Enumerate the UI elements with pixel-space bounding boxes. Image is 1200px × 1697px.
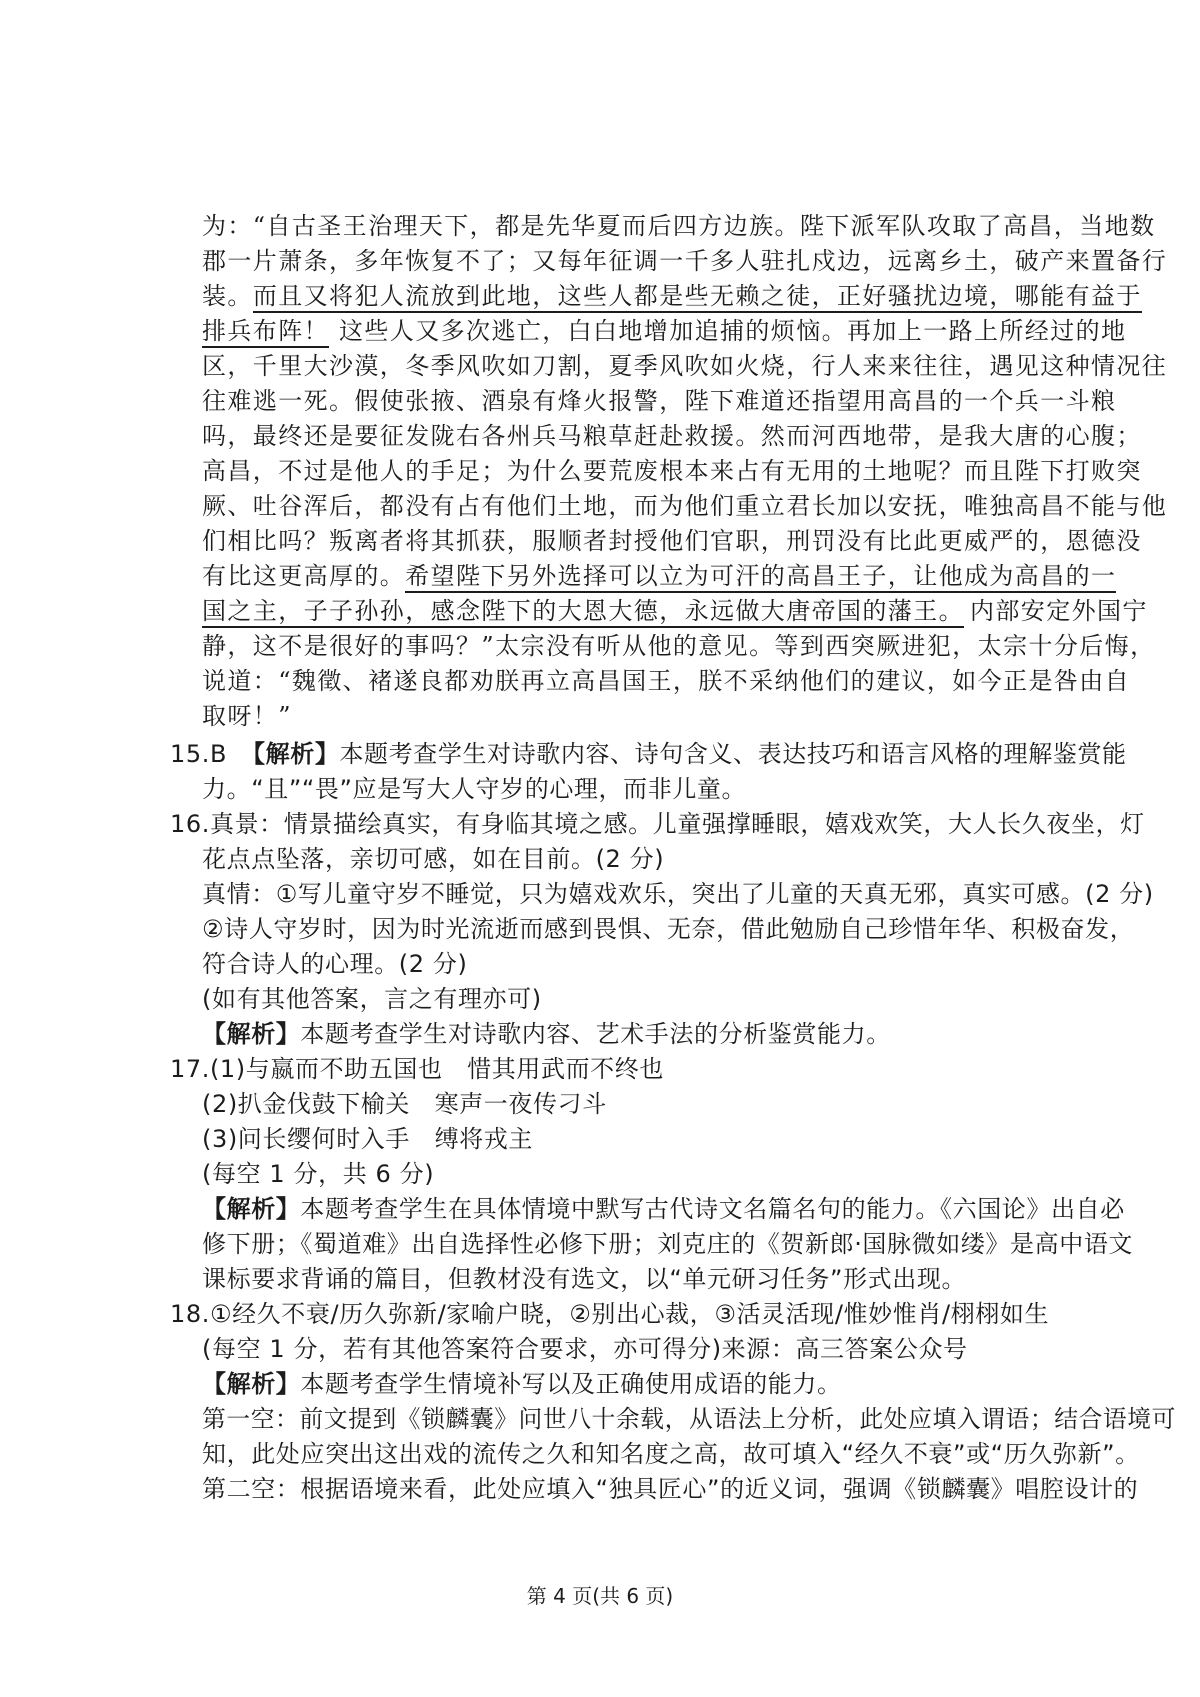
translation-segment: 有比这更高厚的。 [202, 562, 406, 590]
answer-17-line: 课标要求背诵的篇目，但教材没有选文，以“单元研习任务”形式出现。 [202, 1265, 967, 1293]
analysis-text: 本题考查学生对诗歌内容、诗句含义、表达技巧和语言风格的理解鉴赏能 [339, 740, 1127, 768]
translation-segment: 内部安定外国宁 [970, 597, 1148, 625]
translation-segment: 这些人又多次逃亡，白白地增加追捕的烦恼。再加上一路上所经过的地 [339, 317, 1127, 345]
answer-16-line [202, 1018, 891, 1050]
answer-16-line: 真情：①写儿童守岁不睡觉，只为嬉戏欢乐，突出了儿童的天真无邪，真实可感。(2 分) [202, 880, 1154, 908]
answer-16-line: (如有其他答案，言之有理亦可) [202, 985, 542, 1013]
answer-17-line [202, 1193, 1125, 1225]
translation-line: 高昌，不过是他人的手足；为什么要荒废根本来占有无用的土地呢？而且陛下打败突 [202, 457, 1142, 485]
translation-line: 往难逃一死。假使张掖、酒泉有烽火报警，陛下难道还指望用高昌的一个兵一斗粮 [202, 387, 1117, 415]
translation-line: 取呀！” [202, 702, 292, 730]
answer-18-line: 第一空：前文提到《锁麟囊》问世八十余载，从语法上分析，此处应填入谓语；结合语境可 [202, 1405, 1176, 1433]
page-number: 第 4 页(共 6 页) [526, 1584, 674, 1608]
answer-17-line: (2)扒金伐鼓下榆关 寒声一夜传刁斗 [202, 1090, 607, 1118]
underlined-sentence: 国之主，子子孙孙，感念陛下的大恩大德，永远做大唐帝国的藩王。 [202, 597, 964, 628]
analysis-tag: 【解析】 [202, 1020, 301, 1048]
analysis-tag: 【解析】 [202, 1195, 301, 1223]
answer-17-line: (每空 1 分，共 6 分) [202, 1160, 435, 1188]
underlined-sentence: 而且又将犯人流放到此地，这些人都是些无赖之徒，正好骚扰边境，哪能有益于 [253, 282, 1142, 313]
answer-18-line: 第二空：根据语境来看，此处应填入“独具匠心”的近义词，强调《锁麟囊》唱腔设计的 [202, 1475, 1139, 1503]
analysis-tag: 【解析】 [241, 740, 340, 768]
analysis-text: 本题考查学生在具体情境中默写古代诗文名篇名句的能力。《六国论》出自必 [300, 1195, 1125, 1223]
underlined-sentence: 排兵布阵！ [202, 317, 329, 348]
answer-18-line [202, 1368, 842, 1400]
translation-line: 区，千里大沙漠，冬季风吹如刀割，夏季风吹如火烧，行人来来往往，遇见这种情况往 [202, 352, 1168, 380]
answer-17-line: 修下册；《蜀道难》出自选择性必修下册；刘克庄的《贺新郎·国脉微如缕》是高中语文 [202, 1230, 1134, 1258]
translation-line [202, 560, 1116, 592]
translation-line: 说道：“魏徵、褚遂良都劝朕再立高昌国王，朕不采纳他们的建议，如今正是咎由自 [202, 667, 1131, 695]
answer-18-line [170, 1298, 1049, 1330]
answer-15-line: 力。“且”“畏”应是写大人守岁的心理，而非儿童。 [202, 775, 747, 803]
answer-15-line [170, 738, 1127, 770]
answer-17-line: (3)问长缨何时入手 缚将戎主 [202, 1125, 533, 1153]
analysis-text: 本题考查学生情境补写以及正确使用成语的能力。 [300, 1370, 842, 1398]
question-number: 15. [170, 740, 210, 768]
question-number: 16. [170, 810, 210, 838]
answer-17-line [170, 1053, 664, 1085]
translation-line: 为：“自古圣王治理天下，都是先华夏而后四方边族。陛下派军队攻取了高昌，当地数 [202, 212, 1156, 240]
analysis-text: 本题考查学生对诗歌内容、艺术手法的分析鉴赏能力。 [300, 1020, 891, 1048]
question-number: 17. [170, 1055, 210, 1083]
underlined-sentence: 希望陛下另外选择可以立为可汗的高昌王子，让他成为高昌的一 [405, 562, 1116, 593]
answer-16-line: 符合诗人的心理。(2 分) [202, 950, 468, 978]
answer-16-line: ②诗人守岁时，因为时光流逝而感到畏惧、无奈，借此勉励自己珍惜年华、积极奋发， [202, 915, 1135, 943]
translation-line: 静，这不是很好的事吗？”太宗没有听从他的意见。等到西突厥进犯，太宗十分后悔， [202, 632, 1156, 660]
answer-18-line: 知，此处应突出这出戏的流传之久和知名度之高，故可填入“经久不衰”或“历久弥新”。 [202, 1440, 1140, 1468]
answer-18-line: (每空 1 分，若有其他答案符合要求，亦可得分)来源：高三答案公众号 [202, 1335, 968, 1363]
translation-line [202, 595, 1148, 627]
translation-line [202, 280, 1142, 312]
analysis-tag: 【解析】 [202, 1370, 301, 1398]
translation-segment: 装。 [202, 282, 253, 310]
answer-text: (1)与嬴而不助五国也 惜其用武而不终也 [209, 1055, 664, 1083]
answer-16-line [170, 808, 1145, 840]
translation-line: 们相比吗？叛离者将其抓获，服顺者封授他们官职，刑罚没有比此更威严的，恩德没 [202, 527, 1142, 555]
translation-line: 厥、吐谷浑后，都没有占有他们土地，而为他们重立君长加以安抚，唯独高昌不能与他 [202, 492, 1168, 520]
translation-line [202, 315, 1126, 347]
translation-line: 吗，最终还是要征发陇右各州兵马粮草赶赴救援。然而河西地带，是我大唐的心腹； [202, 422, 1142, 450]
answer-text: ①经久不衰/历久弥新/家喻户晓，②别出心裁，③活灵活现/惟妙惟肖/栩栩如生 [209, 1300, 1050, 1328]
answer-16-line: 花点点坠落，亲切可感，如在目前。(2 分) [202, 845, 665, 873]
question-number: 18. [170, 1300, 210, 1328]
answer-text: 真景：情景描绘真实，有身临其境之感。儿童强撑睡眼，嬉戏欢笑，大人长久夜坐，灯 [209, 810, 1145, 838]
answer-choice: B [209, 740, 228, 768]
translation-line: 郡一片萧条，多年恢复不了；又每年征调一千多人驻扎戍边，远离乡土，破产来置备行 [202, 247, 1168, 275]
